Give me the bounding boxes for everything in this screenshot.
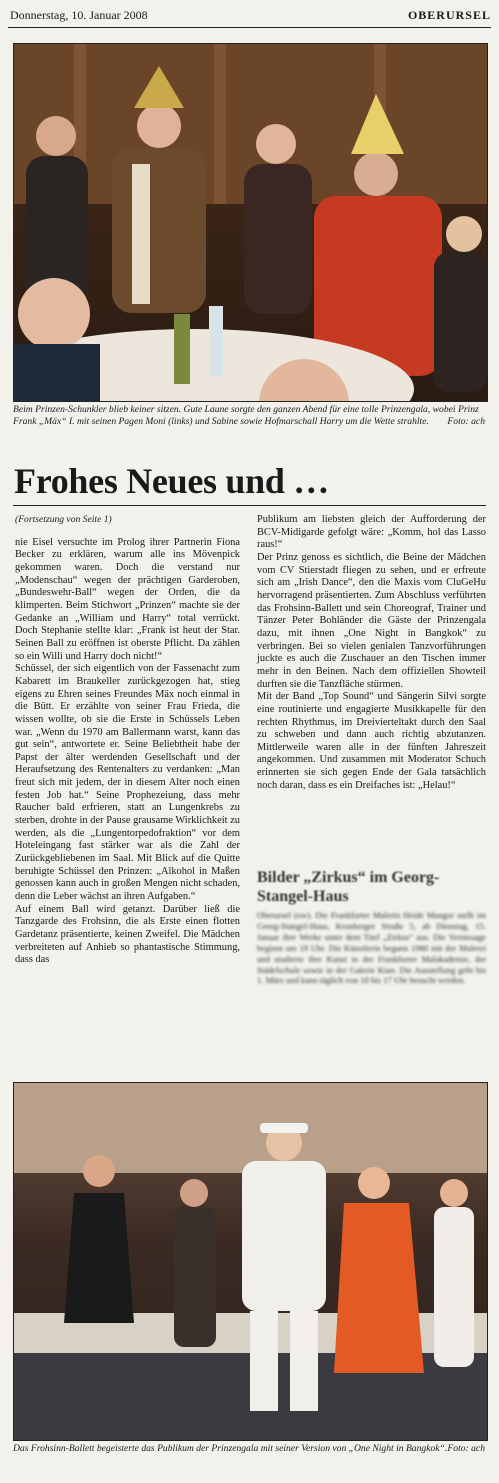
article-headline: Frohes Neues und … xyxy=(14,461,329,501)
article-paragraph: Der Prinz genoss es sichtlich, die Beine der Mädchen vom CV Stierstadt fliegen zu sehen, und er erfreute sich am „Irish Dance“, den die Maxis vom CluGeHu hervorragend präsentierten. Zum Abschluss verführten das Frohsinn-Ballett und sein Choreograf, Trainer und Tänzer Peter Bohländer die Gäste der Prinzengala dazu, mit ihnen „One Night in Bangkok“ zu verbringen. Bei so vielen genialen Tanzvorführungen juckte es auch die Zuschauer an den Tischen immer mehr in den Beinen. Nach dem offiziellen Showteil durften sie die Tanzfläche stürmen. xyxy=(257,551,486,690)
article-paragraph: Publikum am liebsten gleich der Aufforderung der BCV-Midigarde gefolgt wäre: „Komm, hol das Lasso raus!“ xyxy=(257,514,486,551)
sidebar-box-title: Bilder „Zirkus“ im Georg-Stangel-Haus xyxy=(257,869,440,905)
photo-prinzen-schunkler xyxy=(13,43,488,402)
headline-divider xyxy=(13,505,486,506)
photo-frohsinn-ballett xyxy=(13,1082,488,1441)
section-title: OBERURSEL xyxy=(407,8,491,22)
article-paragraph: Mit der Band „Top Sound“ und Sängerin Silvi sorgte eine routinierte und engagierte Musikkapelle für den rechten Rhythmus, im Dreivierteltakt durch den Saal zu schweben und dann auch richtig abzutanzen. Mittlerweile waren alle in der fünften Jahreszeit angekommen. Und zusammen mit Moderator Schuch erinnerten sie sich gegen Ende der Gala tatsächlich noch daran, dass es ein Dreifaches ist: „Helau!“ xyxy=(257,691,486,791)
photo-credit: Foto: ach xyxy=(447,416,485,427)
sidebar-box-text: Oberursel (ow). Die Frankfurter Malerin Heide Mangor stellt im Georg-Stangel-Haus, Kronberger Straße 5, ab Dienstag, 15. Januar ihre Werke unter dem Titel „Zirkus“ aus. Die Vernissage beginnt um 19 Uhr. Die Künstlerin begann 1980 mit der Malerei und studierte ihre Kunst in der Frankfurter Malakademie, der Städelschule sowie in der Galerie Kian. Die Ausstellung geht bis 1. März und kann täglich von 10 bis 17 Uhr besucht werden. xyxy=(257,910,486,986)
header-divider xyxy=(8,27,491,28)
issue-date: Donnerstag, 10. Januar 2008 xyxy=(10,8,148,22)
article-paragraph: nie Eisel versuchte im Prolog ihrer Partnerin Fiona Becker zu erklären, warum alle ins Mövenpick gekommen waren. Doch die verstand nur „Modenschau“ wegen der prächtigen Garderoben, „Bundeswehr-Ball“ wegen der Orden, die da klimperten. Beim Stichwort „Prinzen“ machte sie der Gedanke an „William und Harry“ total verrückt. Doch Stephanie stellte klar: „Frank ist heut der Star. Seinen Ball zu eröffnen ist oberste Pflicht. Da zählen so ein Willi und Harry doch nicht!“ xyxy=(15,536,240,662)
caption-text: Beim Prinzen-Schunkler blieb keiner sitzen. Gute Laune sorgte den ganzen Abend für eine tolle Prinzengala, wobei Prinz Frank „Mäx“ I. mit seinen Pagen Moni (links) und Sabine sowie Hofmarschall Harry um die Wette strahlte. xyxy=(13,404,479,427)
article-column-right xyxy=(257,514,486,792)
article-paragraph: Schüssel, der sich eigentlich von der Fassenacht zum Kabarett im Braukeller zurückgezogen hat, stieg eigens zu Ehren seines Freundes Mäx noch einmal in die Bütt. Er erzählte von seiner Frau Frieda, die wissen wollte, ob sie die Erste in Schüssels Leben war. „Wenn du 1970 am Ballermann warst, kann das gut sein“, antwortete er. Seine Beliebtheit habe der Papst der älter werdenden Gesellschaft und der Heraufsetzung des Rentenalters zu verdanken: „Man freut sich mit jedem, der in diesem Alter noch einen festen Job hat.“ Seine Prophezeiung, dass mehr Raucher bald erfrieren, statt an Lungenkrebs zu sterben, drohte in der Pause grausame Wirklichkeit zu werden, als die „Lungentorpedofraktion“ vor dem Hoteleingang fast stärker war als die Zahl der Zurückgebliebenen im Saal. Mit Blick auf die Quitte beruhigte Schüssel den Prinzen: „Alkohol in Maßen genossen kann auch in großen Mengen nicht schaden, denn die Leber wächst an ihren Aufgaben.“ xyxy=(15,663,240,903)
photo-caption-top xyxy=(13,404,485,428)
continuation-note: (Fortsetzung von Seite 1) xyxy=(15,514,112,525)
photo-credit: Foto: ach xyxy=(447,1443,485,1454)
photo-caption-bottom xyxy=(13,1443,485,1455)
article-paragraph: Auf einem Ball wird getanzt. Darüber ließ die Tanzgarde des Frohsinn, die als Erste einen flotten Gardetanz präsentierte, keinen Zweifel. Die Mädchen verbreiteten auf Anhieb so phantastische Stimmung, dass das xyxy=(15,903,240,966)
article-column-left xyxy=(15,514,240,967)
caption-text: Das Frohsinn-Ballett begeisterte das Publikum der Prinzengala mit seiner Version von „One Night in Bangkok“. xyxy=(13,1443,448,1454)
